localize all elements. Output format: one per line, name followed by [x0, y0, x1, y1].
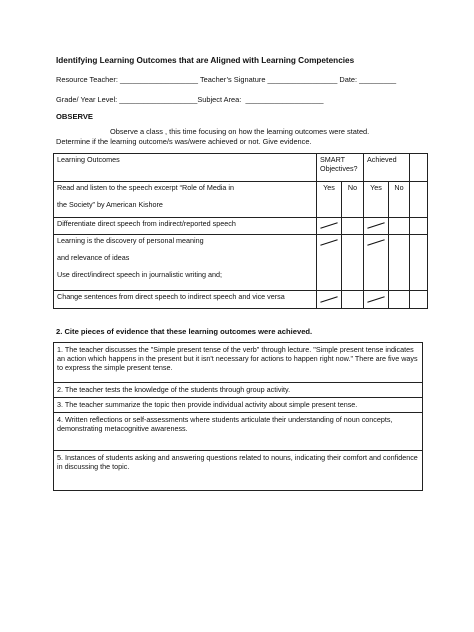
document-title: Identifying Learning Outcomes that are Aligned with Learning Competencies: [56, 56, 355, 65]
empty-cell: [410, 182, 428, 218]
empty-cell: [410, 291, 428, 309]
achieved-no-label: No: [389, 182, 410, 218]
outcome-3-line-3: Use direct/indirect speech in journalistic writing and;: [57, 270, 222, 279]
achieved-yes-check: [364, 291, 389, 309]
achieved-no-cell: [389, 218, 410, 235]
evidence-item-2: 2. The teacher tests the knowledge of the students through group activity.: [54, 383, 423, 398]
smart-no-cell: [342, 291, 364, 309]
check-mark-icon: [367, 222, 384, 229]
smart-no-cell: [342, 218, 364, 235]
header-smart-objectives: SMART Objectives?: [317, 154, 364, 182]
achieved-no-cell: [389, 235, 410, 291]
check-mark-icon: [367, 239, 384, 246]
outcome-row-1: [54, 182, 317, 218]
achieved-yes-check: [364, 235, 389, 291]
observe-instructions: [56, 127, 426, 146]
evidence-table: [53, 342, 423, 491]
smart-yes-check: [317, 291, 342, 309]
header-achieved: Achieved: [364, 154, 410, 182]
outcome-row-3: [54, 235, 317, 291]
teacher-info-line: Resource Teacher: ___________________ Teacher’s Signature _________________ Date: _________: [56, 75, 397, 84]
smart-yes-label: Yes: [317, 182, 342, 218]
check-mark-icon: [320, 239, 337, 246]
evidence-item-1: 1. The teacher discusses the "Simple present tense of the verb" through lecture. "Simple present tense indicates an action which happens in the present but it isn't necessary for actions to happen right now." There are five ways to express the simple present tense.: [54, 343, 423, 383]
grade-subject-line: Grade/ Year Level: ___________________Subject Area: ___________________: [56, 95, 324, 104]
instruction-line-1: Observe a class , this time focusing on how the learning outcomes were stated.: [110, 127, 370, 136]
achieved-yes-check: [364, 218, 389, 235]
achieved-no-cell: [389, 291, 410, 309]
empty-cell: [410, 235, 428, 291]
evidence-heading: 2. Cite pieces of evidence that these learning outcomes were achieved.: [56, 327, 313, 336]
outcome-row-4: Change sentences from direct speech to indirect speech and vice versa: [54, 291, 317, 309]
check-mark-icon: [320, 296, 337, 303]
outcome-3-line-1: Learning is the discovery of personal meaning: [57, 236, 204, 245]
check-mark-icon: [367, 296, 384, 303]
header-learning-outcomes: Learning Outcomes: [54, 154, 317, 182]
smart-yes-check: [317, 235, 342, 291]
outcome-3-line-2: and relevance of ideas: [57, 253, 130, 262]
observe-heading: OBSERVE: [56, 112, 93, 121]
outcome-1-line-2: the Society” by American Kishore: [57, 200, 163, 209]
empty-cell: [410, 218, 428, 235]
evidence-item-5: 5. Instances of students asking and answering questions related to nouns, indicating their comfort and confidence in discussing the topic.: [54, 451, 423, 491]
smart-no-cell: [342, 235, 364, 291]
learning-outcomes-table: [53, 153, 428, 309]
achieved-yes-label: Yes: [364, 182, 389, 218]
outcome-row-2: Differentiate direct speech from indirect/reported speech: [54, 218, 317, 235]
outcome-1-line-1: Read and listen to the speech excerpt “Role of Media in: [57, 183, 234, 192]
smart-no-label: No: [342, 182, 364, 218]
smart-yes-check: [317, 218, 342, 235]
check-mark-icon: [320, 222, 337, 229]
evidence-item-3: 3. The teacher summarize the topic then provide individual activity about simple present tense.: [54, 398, 423, 413]
instruction-line-2: Determine if the learning outcome/s was/were achieved or not. Give evidence.: [56, 136, 312, 146]
empty-cell: [410, 154, 428, 182]
evidence-item-4: 4. Written reflections or self-assessments where students articulate their understanding of noun concepts, demonstrating metacognitive awareness.: [54, 413, 423, 451]
